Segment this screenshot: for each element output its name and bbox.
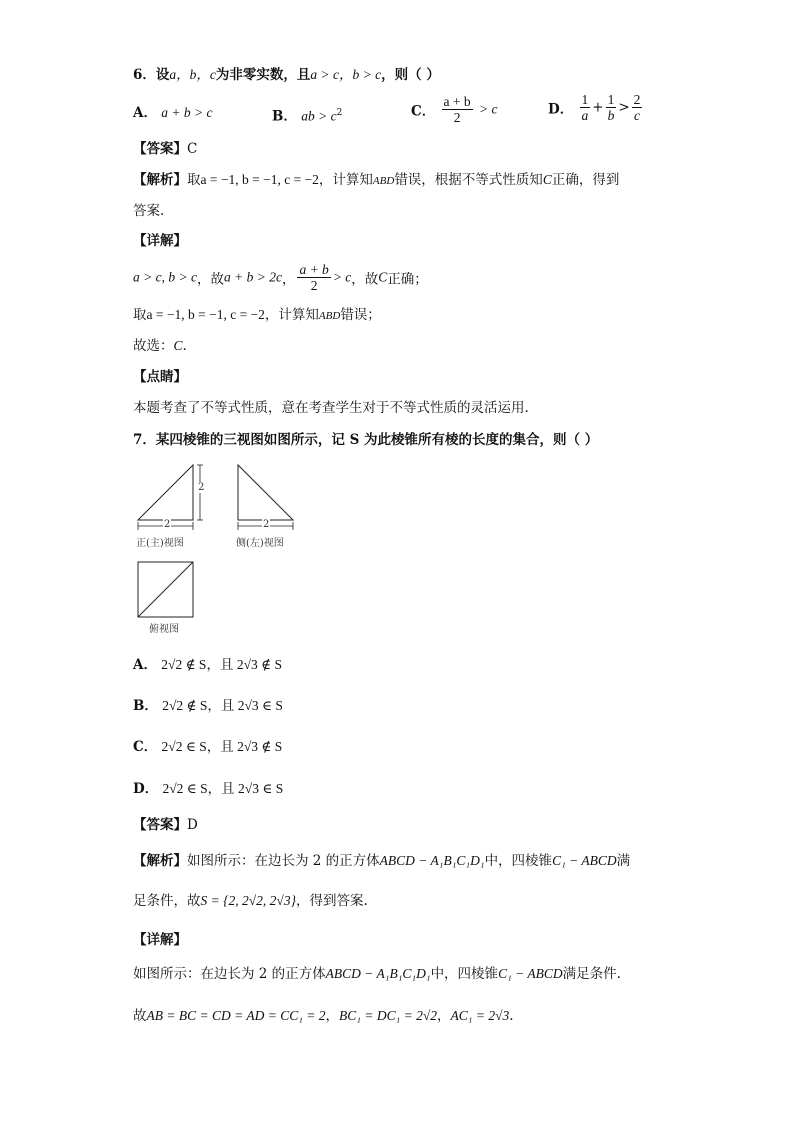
q6-option-c [411, 94, 497, 125]
q7-three-view-figure [133, 460, 303, 640]
q6-option-a-label: A． [133, 105, 157, 121]
q6-detail-frac-den: 2 [310, 278, 318, 293]
q7-answer-tag: 【答案】 [133, 817, 187, 833]
q7-option-b-label: B． [133, 698, 158, 714]
q6-analysis-line2: 答案. [133, 203, 165, 219]
q7-detail-2a: 故 [133, 1008, 147, 1024]
q6-option-c-label: C． [411, 103, 436, 120]
q6-detail-tag-text: 【详解】 [133, 233, 187, 249]
q6-analysis-text-2: ，计算知 [318, 172, 373, 188]
q7-detail-2e: ， [437, 1008, 451, 1024]
q7-option-a [133, 655, 282, 675]
q6-option-d-n2: 1 [607, 92, 615, 107]
q6-detail-line2 [133, 305, 381, 326]
q7-stem: 7．某四棱锥的三视图如图所示，记 S 为此棱锥所有棱的长度的集合，则（ ） [133, 432, 599, 448]
q7-analysis-line2 [133, 891, 368, 911]
q6-analysis-text-4: 正确，得到 [551, 172, 620, 188]
q6-analysis-tag: 【解析】 [133, 172, 187, 188]
q6-comment-tag [133, 367, 187, 387]
q7-detail-1e: 满足条件. [562, 966, 621, 982]
q7-option-c-label: C． [133, 739, 158, 755]
q6-option-d-frac3 [632, 92, 643, 123]
q6-detail-2b: a = −1, b = −1, c = −2 [146, 307, 265, 322]
side-view-width-label: 2 [263, 519, 270, 530]
q6-option-c-frac [442, 94, 473, 125]
q7-detail-2d: BC₁ = DC₁ = 2√2 [339, 1008, 438, 1023]
q6-detail-3a: 故选： [133, 338, 174, 354]
top-view-diagonal [138, 562, 193, 617]
q7-detail-1b: ABCD − A₁B₁C₁D₁ [325, 966, 431, 981]
q7-analysis-line1 [133, 851, 630, 871]
q7-analysis-text-3: 满 [616, 853, 631, 869]
q6-detail-1d: ， [281, 271, 296, 288]
q6-stem [133, 65, 440, 85]
q6-option-a-text: a + b > c [161, 105, 213, 120]
q7-answer-value: D [187, 817, 198, 833]
q7-option-b [133, 696, 283, 716]
q7-option-c-text: 2√2 ∈ S，且 2√3 ∉ S [161, 739, 283, 754]
q7-option-b-text: 2√2 ∉ S，且 2√3 ∈ S [162, 698, 283, 713]
q7-option-c [133, 737, 282, 757]
q6-detail-1f: ，故 [351, 271, 379, 288]
q6-option-d-label: D． [548, 101, 574, 118]
q6-analysis-c: C [542, 172, 552, 187]
q6-option-c-den: 2 [453, 110, 461, 125]
q6-detail-tag [133, 231, 187, 251]
q6-stem-mid: 为非零实数，且 [215, 67, 311, 83]
front-view-height-label: 2 [198, 482, 205, 493]
q6-analysis-text-3: 错误，根据不等式性质知 [394, 172, 543, 188]
q6-analysis-line1 [133, 170, 619, 191]
side-view-caption: 侧(左)视图 [236, 538, 284, 549]
q6-stem-suffix: ，则（ ） [381, 67, 440, 83]
q7-detail-1c: 中，四棱锥 [430, 966, 499, 982]
q6-option-d-n3: 2 [633, 92, 641, 107]
q6-detail-1h: 正确； [387, 271, 428, 288]
q6-detail-2e: 错误； [340, 307, 381, 323]
q6-detail-1e: > c [332, 269, 352, 285]
q6-detail-line1 [133, 262, 428, 293]
q6-analysis-abd: ABD [372, 175, 395, 187]
q7-detail-1a: 如图所示：在边长为 2 的正方体 [133, 966, 326, 982]
q7-analysis-line2b: ，得到答案. [295, 893, 368, 909]
q7-answer [133, 815, 198, 835]
front-view-triangle [138, 465, 193, 520]
q7-detail-2c: ， [325, 1008, 340, 1024]
q6-option-d-frac2 [606, 92, 617, 123]
q7-option-a-text: 2√2 ∉ S，且 2√3 ∉ S [161, 657, 282, 672]
q6-detail-2a: 取 [133, 307, 147, 323]
front-view-width-label: 2 [164, 519, 171, 530]
q7-detail-2f: AC₁ = 2√3 [450, 1008, 510, 1023]
q6-stem-prefix: 6．设 [133, 67, 170, 83]
q6-detail-1c: a + b > 2c [223, 269, 282, 285]
q7-option-d-text: 2√2 ∈ S，且 2√3 ∈ S [162, 781, 284, 796]
q7-analysis-text-1: 如图所示：在边长为 2 的正方体 [187, 853, 380, 869]
q6-comment: 本题考查了不等式性质，意在考查学生对于不等式性质的灵活运用. [133, 400, 529, 416]
q7-detail-tag-text: 【详解】 [133, 932, 187, 948]
q6-stem-vars: a，b，c [169, 67, 216, 82]
q6-detail-3c: . [182, 338, 187, 354]
q6-option-a [133, 103, 213, 123]
q6-option-b-text: ab > c [301, 108, 337, 124]
q6-option-b-sup: 2 [336, 108, 343, 118]
q6-option-d-n1: 1 [581, 92, 589, 107]
q7-analysis-pyramid: C₁ − ABCD [552, 853, 617, 868]
q7-option-d-label: D． [133, 781, 159, 797]
q6-option-c-num: a + b [443, 94, 471, 109]
q6-option-d-d1: a [581, 108, 589, 123]
q6-answer-tag: 【答案】 [133, 141, 187, 157]
q7-analysis-text-2: 中，四棱锥 [484, 853, 553, 869]
q7-analysis-line2a: 足条件，故 [133, 893, 201, 909]
q7-analysis-cube: ABCD − A₁B₁C₁D₁ [379, 853, 485, 868]
q6-analysis-math: a = −1, b = −1, c = −2 [200, 172, 319, 187]
q7-option-a-label: A． [133, 657, 157, 673]
q7-detail-line2 [133, 1006, 514, 1026]
q6-detail-2c: ，计算知 [264, 307, 319, 323]
q6-option-b [272, 103, 342, 127]
q6-option-d-d2: b [607, 108, 615, 123]
q6-answer [133, 139, 197, 159]
q6-option-d-d3: c [634, 108, 641, 123]
q7-detail-1d: C₁ − ABCD [498, 966, 563, 981]
q7-detail-2b: AB = BC = CD = AD = CC₁ = 2 [146, 1008, 326, 1023]
q6-detail-1g: C [378, 269, 388, 285]
q7-detail-tag [133, 930, 187, 950]
q7-analysis-tag: 【解析】 [133, 853, 187, 869]
q6-comment-tag-text: 【点睛】 [133, 369, 187, 385]
q6-option-d: D． $\frac{1}{a}$ + $\frac{1}{b}$ > $\frac{2}{c}$ [548, 92, 641, 123]
q7-analysis-set: S = {2, 2√2, 2√3} [200, 893, 296, 908]
side-view-triangle [238, 465, 293, 520]
q6-option-d-frac1 [580, 92, 591, 123]
q6-detail-frac [297, 262, 330, 293]
q6-detail-2d: ABD [318, 310, 341, 322]
q6-detail-3b: C [173, 338, 183, 353]
front-view-caption: 正(主)视图 [136, 538, 184, 549]
q6-option-c-tail: > c [478, 101, 498, 117]
q6-detail-1b: ，故 [196, 271, 224, 288]
q6-detail-1a: a > c, b > c [133, 269, 197, 285]
top-view-caption: 俯视图 [149, 624, 179, 635]
q6-analysis-text-1: 取 [187, 172, 201, 188]
q7-detail-2g: . [509, 1008, 514, 1024]
q6-option-b-label: B． [272, 108, 297, 125]
q6-detail-frac-num: a + b [299, 262, 329, 277]
q6-answer-value: C [187, 141, 198, 157]
q6-detail-line3 [133, 336, 187, 356]
q6-stem-cond: a > c，b > c [310, 67, 382, 82]
q7-option-d [133, 779, 283, 799]
q7-detail-line1 [133, 964, 621, 984]
